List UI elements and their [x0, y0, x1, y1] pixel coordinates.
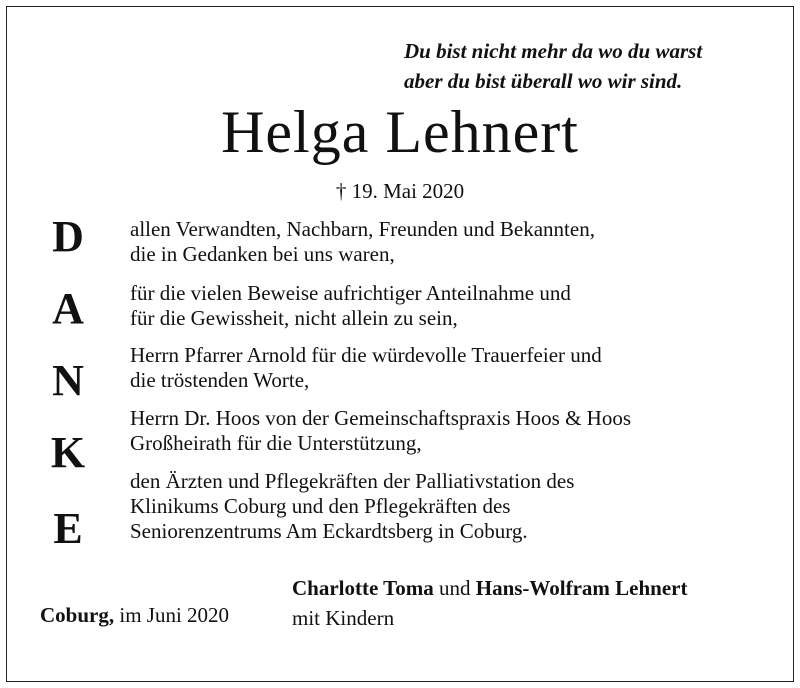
place-city: Coburg, — [40, 603, 115, 627]
thanks-line: die in Gedanken bei uns waren, — [130, 242, 395, 266]
signer-2: Hans-Wolfram Lehnert — [475, 576, 688, 600]
thanks-paragraph — [130, 469, 770, 544]
signature-block — [292, 573, 687, 633]
thanks-line: die tröstenden Worte, — [130, 368, 310, 392]
signer-joiner: und — [433, 576, 476, 600]
signer-1: Charlotte Toma — [292, 576, 434, 600]
danke-letter-n: N — [52, 356, 84, 405]
death-date: † 19. Mai 2020 — [335, 179, 465, 203]
quote-line-1: Du bist nicht mehr da wo du warst — [404, 39, 703, 63]
thanks-paragraph — [130, 343, 770, 393]
thanks-line: für die vielen Beweise aufrichtiger Anteilnahme und — [130, 281, 571, 305]
thanks-line: den Ärzten und Pflegekräften der Palliativstation des — [130, 469, 575, 493]
danke-letter-k: K — [50, 428, 86, 477]
quote-line-2: aber du bist überall wo wir sind. — [404, 69, 683, 93]
danke-letter-a: A — [52, 284, 84, 333]
thanks-paragraph — [130, 406, 770, 456]
thanks-line: Klinikums Coburg und den Pflegekräften des — [130, 494, 511, 518]
signature-line-2: mit Kindern — [292, 606, 395, 630]
thanks-line: Großheirath für die Unterstützung, — [130, 431, 422, 455]
memorial-quote — [404, 36, 784, 96]
place-date: im Juni 2020 — [114, 603, 230, 627]
thanks-line: Herrn Pfarrer Arnold für die würdevolle Trauerfeier und — [130, 343, 602, 367]
thanks-line: Herrn Dr. Hoos von der Gemeinschaftspraxis Hoos & Hoos — [130, 406, 631, 430]
danke-letter-d: D — [52, 212, 84, 261]
thanks-line: allen Verwandten, Nachbarn, Freunden und Bekannten, — [130, 217, 595, 241]
thanks-line: Seniorenzentrums Am Eckardtsberg in Coburg. — [130, 519, 528, 543]
thanks-line: für die Gewissheit, nicht allein zu sein, — [130, 306, 458, 330]
deceased-name: Helga Lehnert — [221, 99, 579, 165]
danke-letter-e: E — [53, 504, 83, 553]
thanks-paragraph — [130, 281, 770, 331]
place-and-date — [40, 600, 229, 630]
thanks-paragraph — [130, 217, 770, 267]
signature-names — [292, 573, 687, 603]
